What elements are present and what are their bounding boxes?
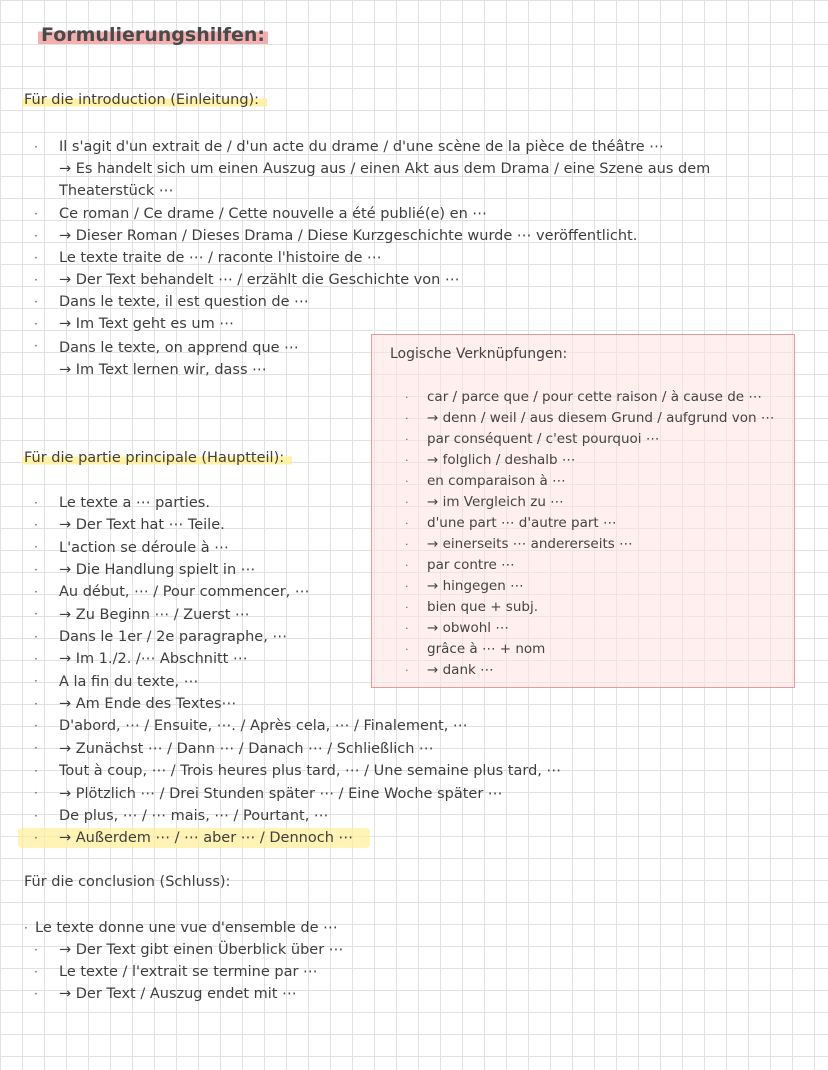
bullet: · bbox=[34, 518, 38, 532]
logic-line-14: → dank ⋯ bbox=[427, 662, 494, 678]
bullet: · bbox=[34, 295, 38, 309]
intro-line-10: Dans le texte, on apprend que ⋯ bbox=[59, 340, 299, 356]
bullet: · bbox=[405, 622, 409, 635]
intro-line-5: → Dieser Roman / Dieses Drama / Diese Kurzgeschichte wurde ⋯ veröffentlicht. bbox=[59, 228, 638, 244]
main-line-4: → Die Handlung spielt in ⋯ bbox=[59, 562, 256, 578]
bullet: · bbox=[34, 652, 38, 666]
bullet: · bbox=[34, 674, 38, 688]
bullet: · bbox=[405, 412, 409, 425]
logic-line-9: par contre ⋯ bbox=[427, 557, 515, 573]
main-line-6: → Zu Beginn ⋯ / Zuerst ⋯ bbox=[59, 607, 250, 623]
main-line-7: Dans le 1er / 2e paragraphe, ⋯ bbox=[59, 629, 287, 645]
main-line-5: Au début, ⋯ / Pour commencer, ⋯ bbox=[59, 584, 310, 600]
intro-line-8: Dans le texte, il est question de ⋯ bbox=[59, 294, 309, 310]
bullet: · bbox=[405, 433, 409, 446]
logic-line-8: → einerseits ⋯ andererseits ⋯ bbox=[427, 536, 633, 552]
main-line-13: Tout à coup, ⋯ / Trois heures plus tard, ⋯ / Une semaine plus tard, ⋯ bbox=[59, 763, 562, 779]
intro-line-2: → Es handelt sich um einen Auszug aus / einen Akt aus dem Drama / eine Szene aus dem bbox=[59, 161, 711, 177]
bullet: · bbox=[405, 580, 409, 593]
intro-line-1: Il s'agit d'un extrait de / d'un acte du drame / d'une scène de la pièce de théâtre ⋯ bbox=[59, 139, 664, 155]
main-heading: Für die partie principale (Hauptteil): bbox=[22, 450, 292, 466]
bullet: · bbox=[405, 391, 409, 404]
conclusion-line-3: Le texte / l'extrait se termine par ⋯ bbox=[59, 964, 318, 980]
bullet: · bbox=[34, 563, 38, 577]
bullet: · bbox=[34, 987, 38, 1001]
logic-line-11: bien que + subj. bbox=[427, 599, 538, 615]
bullet: · bbox=[34, 496, 38, 510]
main-line-1: Le texte a ⋯ parties. bbox=[59, 495, 210, 511]
bullet: · bbox=[34, 809, 38, 823]
logic-line-10: → hingegen ⋯ bbox=[427, 578, 524, 594]
main-line-8: → Im 1./2. /⋯ Abschnitt ⋯ bbox=[59, 651, 248, 667]
bullet: · bbox=[34, 607, 38, 621]
intro-line-3: Theaterstück ⋯ bbox=[59, 183, 174, 199]
logic-line-1: car / parce que / pour cette raison / à cause de ⋯ bbox=[427, 389, 762, 405]
bullet: · bbox=[24, 921, 28, 935]
logic-line-7: d'une part ⋯ d'autre part ⋯ bbox=[427, 515, 617, 531]
bullet: · bbox=[34, 140, 38, 154]
bullet: · bbox=[34, 630, 38, 644]
conclusion-line-1: Le texte donne une vue d'ensemble de ⋯ bbox=[35, 920, 338, 936]
main-line-16: → Außerdem ⋯ / ⋯ aber ⋯ / Dennoch ⋯ bbox=[59, 830, 353, 846]
main-line-14: → Plötzlich ⋯ / Drei Stunden später ⋯ / Eine Woche später ⋯ bbox=[59, 786, 503, 802]
bullet: · bbox=[405, 454, 409, 467]
bullet: · bbox=[34, 764, 38, 778]
main-line-12: → Zunächst ⋯ / Dann ⋯ / Danach ⋯ / Schließlich ⋯ bbox=[59, 741, 434, 757]
bullet: · bbox=[34, 207, 38, 221]
bullet: · bbox=[405, 538, 409, 551]
logic-line-12: → obwohl ⋯ bbox=[427, 620, 509, 636]
bullet: · bbox=[34, 719, 38, 733]
bullet: · bbox=[34, 273, 38, 287]
bullet: · bbox=[34, 697, 38, 711]
logic-box-heading: Logische Verknüpfungen: bbox=[390, 346, 568, 362]
logic-line-13: grâce à ⋯ + nom bbox=[427, 641, 546, 657]
bullet: · bbox=[34, 943, 38, 957]
bullet: · bbox=[34, 741, 38, 755]
conclusion-line-2: → Der Text gibt einen Überblick über ⋯ bbox=[59, 942, 344, 958]
bullet: · bbox=[34, 339, 38, 353]
bullet: · bbox=[405, 475, 409, 488]
conclusion-heading: Für die conclusion (Schluss): bbox=[24, 874, 231, 890]
bullet: · bbox=[405, 496, 409, 509]
logic-line-5: en comparaison à ⋯ bbox=[427, 473, 566, 489]
logic-line-4: → folglich / deshalb ⋯ bbox=[427, 452, 576, 468]
bullet: · bbox=[34, 540, 38, 554]
bullet: · bbox=[405, 664, 409, 677]
main-line-3: L'action se déroule à ⋯ bbox=[59, 540, 229, 556]
bullet: · bbox=[34, 831, 38, 845]
bullet: · bbox=[34, 317, 38, 331]
logic-line-3: par conséquent / c'est pourquoi ⋯ bbox=[427, 431, 660, 447]
bullet: · bbox=[34, 585, 38, 599]
logic-line-2: → denn / weil / aus diesem Grund / aufgrund von ⋯ bbox=[427, 410, 775, 426]
main-line-15: De plus, ⋯ / ⋯ mais, ⋯ / Pourtant, ⋯ bbox=[59, 808, 329, 824]
main-line-10: → Am Ende des Textes⋯ bbox=[59, 696, 237, 712]
bullet: · bbox=[405, 601, 409, 614]
intro-line-11: → Im Text lernen wir, dass ⋯ bbox=[59, 362, 267, 378]
bullet: · bbox=[34, 786, 38, 800]
main-line-9: A la fin du texte, ⋯ bbox=[59, 674, 199, 690]
conclusion-line-4: → Der Text / Auszug endet mit ⋯ bbox=[59, 986, 297, 1002]
logic-line-6: → im Vergleich zu ⋯ bbox=[427, 494, 564, 510]
bullet: · bbox=[405, 517, 409, 530]
intro-line-6: Le texte traite de ⋯ / raconte l'histoire de ⋯ bbox=[59, 250, 382, 266]
intro-line-4: Ce roman / Ce drame / Cette nouvelle a été publié(e) en ⋯ bbox=[59, 206, 487, 222]
bullet: · bbox=[34, 229, 38, 243]
page-title: Formulierungshilfen: bbox=[38, 24, 268, 46]
bullet: · bbox=[405, 559, 409, 572]
bullet: · bbox=[34, 965, 38, 979]
main-line-11: D'abord, ⋯ / Ensuite, ⋯. / Après cela, ⋯ / Finalement, ⋯ bbox=[59, 718, 468, 734]
bullet: · bbox=[405, 643, 409, 656]
main-line-2: → Der Text hat ⋯ Teile. bbox=[59, 517, 225, 533]
intro-line-9: → Im Text geht es um ⋯ bbox=[59, 316, 234, 332]
bullet: · bbox=[34, 251, 38, 265]
intro-heading: Für die introduction (Einleitung): bbox=[22, 92, 267, 108]
intro-line-7: → Der Text behandelt ⋯ / erzählt die Geschichte von ⋯ bbox=[59, 272, 460, 288]
